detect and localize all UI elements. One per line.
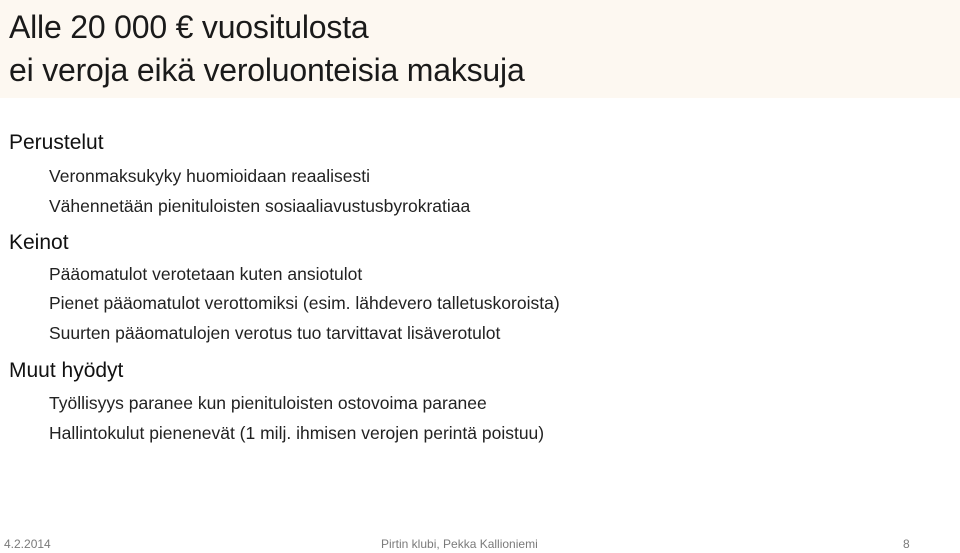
page-number: 8 xyxy=(903,537,910,551)
title-band xyxy=(0,0,960,98)
bullet-item: Pääomatulot verotetaan kuten ansiotulot xyxy=(49,264,363,284)
section-heading-muut-hyodyt: Muut hyödyt xyxy=(9,359,124,382)
bullet-item: Vähennetään pienituloisten sosiaaliavustusbyrokratiaa xyxy=(49,196,471,216)
section-heading-keinot: Keinot xyxy=(9,231,69,254)
slide-title-line-1: Alle 20 000 € vuositulosta xyxy=(9,9,369,45)
bullet-item: Työllisyys paranee kun pienituloisten ostovoima paranee xyxy=(49,393,487,413)
section-heading-perustelut: Perustelut xyxy=(9,131,104,154)
slide-title-line-2: ei veroja eikä veroluonteisia maksuja xyxy=(9,52,525,88)
bullet-item: Hallintokulut pienenevät (1 milj. ihmisen verojen perintä poistuu) xyxy=(49,423,545,443)
bullet-item: Pienet pääomatulot verottomiksi (esim. lähdevero talletuskoroista) xyxy=(49,293,560,313)
bullet-item: Suurten pääomatulojen verotus tuo tarvittavat lisäverotulot xyxy=(49,323,501,343)
bullet-item: Veronmaksukyky huomioidaan reaalisesti xyxy=(49,166,370,186)
footer-presenter: Pirtin klubi, Pekka Kallioniemi xyxy=(381,537,538,551)
footer-date: 4.2.2014 xyxy=(4,537,51,551)
